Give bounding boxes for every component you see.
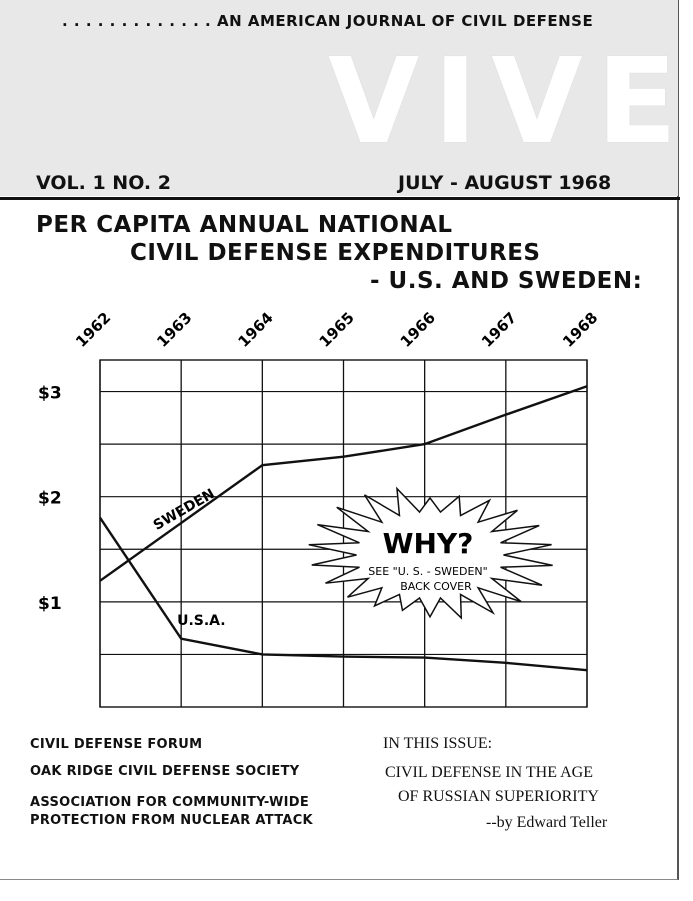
chart-title-line-2: CIVIL DEFENSE EXPENDITURES: [130, 240, 541, 266]
x-tick-label: 1967: [477, 308, 521, 351]
article-byline: --by Edward Teller: [486, 814, 608, 831]
expenditure-chart: [0, 290, 693, 720]
x-tick-label: 1963: [153, 308, 196, 351]
callout-line-2: BACK COVER: [400, 580, 472, 593]
callout-headline: WHY?: [382, 527, 474, 560]
footer-item-protection: PROTECTION FROM NUCLEAR ATTACK: [30, 813, 313, 828]
issue-heading: IN THIS ISSUE:: [383, 735, 493, 752]
y-tick-label: $3: [38, 383, 62, 404]
x-tick-label: 1966: [396, 308, 440, 351]
series-labels: [151, 486, 226, 629]
article-title-line-2: OF RUSSIAN SUPERIORITY: [398, 788, 599, 805]
callout-line-1: SEE "U. S. - SWEDEN": [368, 565, 488, 578]
journal-tagline: . . . . . . . . . . . . . AN AMERICAN JOURNAL OF CIVIL DEFENSE: [62, 12, 594, 30]
volume-number: VOL. 1 NO. 2: [36, 172, 171, 194]
chart-title-line-3: - U.S. AND SWEDEN:: [370, 268, 643, 294]
issue-date: JULY - AUGUST 1968: [398, 172, 612, 194]
header-rule: [0, 197, 680, 200]
footer-item-society: OAK RIDGE CIVIL DEFENSE SOCIETY: [30, 764, 300, 779]
x-tick-label: 1964: [234, 308, 277, 351]
x-tick-label: 1965: [315, 308, 358, 351]
x-tick-labels: [72, 309, 601, 351]
footer-item-forum: CIVIL DEFENSE FORUM: [30, 737, 203, 752]
article-title-line-1: CIVIL DEFENSE IN THE AGE: [385, 764, 593, 781]
masthead-title: VIVE: [328, 32, 692, 170]
series-label-sweden: SWEDEN: [150, 485, 218, 534]
y-tick-label: $2: [38, 488, 62, 509]
y-tick-label: $1: [38, 593, 62, 614]
chart-title-line-1: PER CAPITA ANNUAL NATIONAL: [36, 212, 453, 238]
y-tick-labels: [38, 384, 62, 614]
series-label-usa: U.S.A.: [177, 612, 226, 629]
x-tick-label: 1968: [559, 308, 602, 351]
footer-item-association: ASSOCIATION FOR COMMUNITY-WIDE: [30, 795, 310, 810]
why-callout: [309, 489, 553, 618]
x-tick-label: 1962: [72, 308, 115, 351]
